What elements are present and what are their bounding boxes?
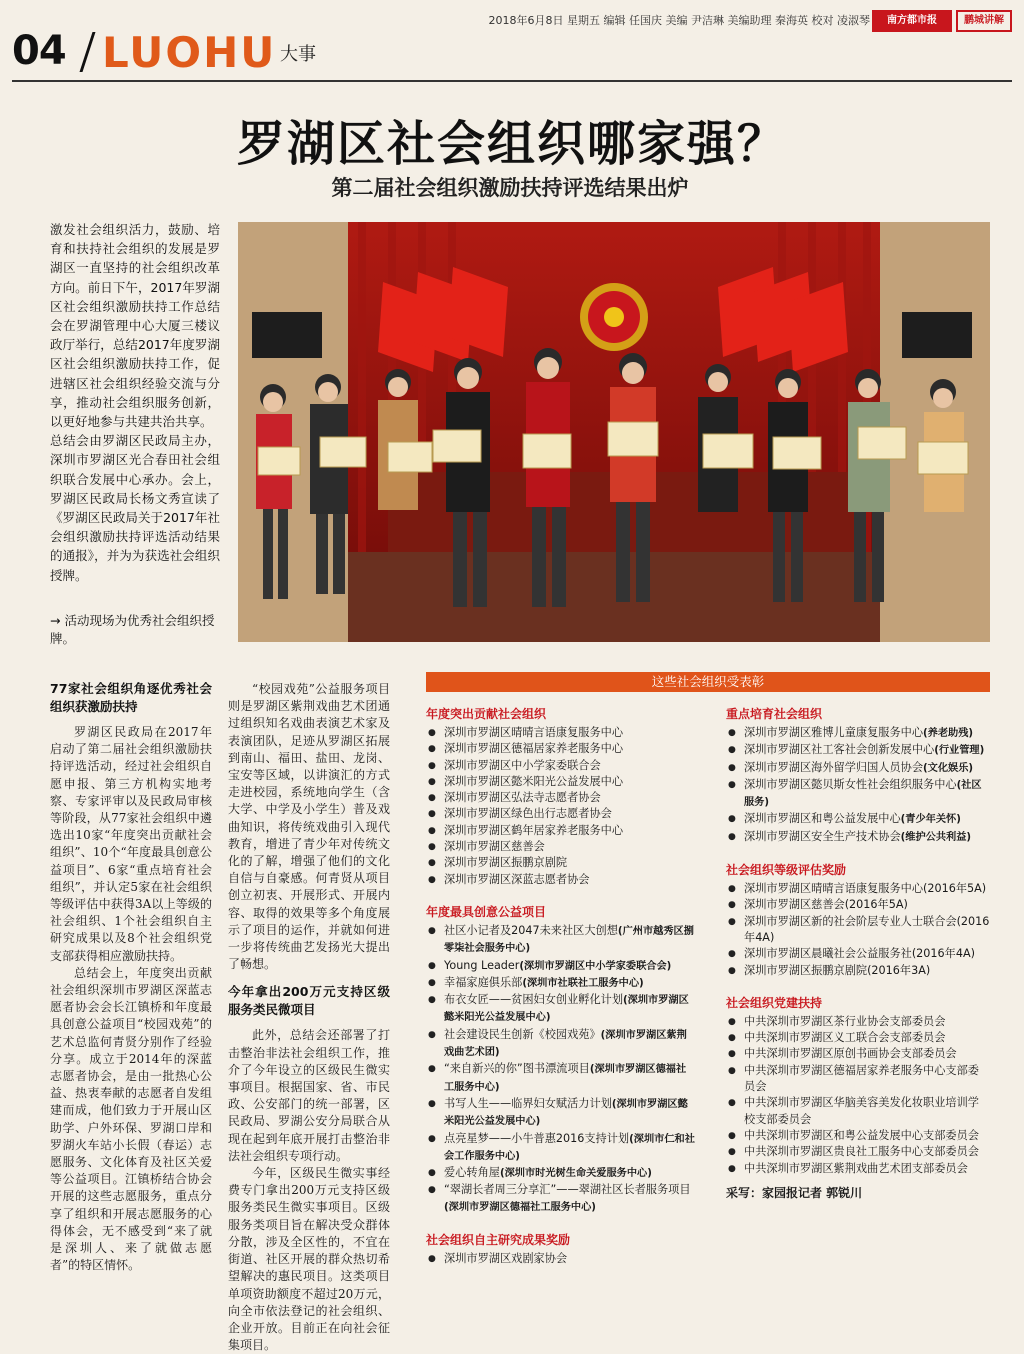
award-list-item [426,790,696,806]
award-organization-note: (青少年关怀) [900,814,961,826]
award-organization-name: 中共深圳市罗湖区德福居家养老服务中心支部委员会 [744,1063,979,1094]
award-list [726,725,990,846]
award-list-item [426,741,696,757]
award-list-item [726,1144,990,1160]
award-organization-name: 深圳市罗湖区深蓝志愿者协会 [444,872,590,886]
award-list-item [426,823,696,839]
group-spacer [426,888,696,904]
award-organization-name: 中共深圳市罗湖区茶行业协会支部委员会 [744,1014,946,1028]
event-photo [238,222,990,642]
award-organization-note: (深圳市罗湖区德福社工服务中心) [444,1201,596,1213]
award-organization-name: 深圳市罗湖区中小学家委联合会 [444,758,601,772]
body-paragraph: 此外，总结会还部署了打击整治非法社会组织工作，推介了今年设立的区级民生微实事项目。根据国家、省、市民政、公安部门的统一部署，区民政局、罗湖公安分局联合从现在起到年底开展打击整治非法社会组织专项行动。 [228,1028,390,1163]
award-organization-note: (深圳市时光树生命关爱服务中心) [499,1168,652,1180]
award-list-item [426,1131,696,1166]
award-organization-note: (深圳市仁和社会工作服务中心) [444,1133,695,1162]
award-organization-name: 深圳市罗湖区社工客社会创新发展中心 [744,743,935,757]
lead-paragraph: 总结会由罗湖区民政局主办，深圳市罗湖区光合春田社会组织联合发展中心承办。会上，罗湖区民政局长杨文秀宣读了《罗湖区民政局关于2017年社会组织激励扶持评选活动结果的通报》，并为为获选社会组织授牌。 [50,433,220,583]
award-category-title: 年度最具创意公益项目 [426,904,547,919]
award-organization-name: 深圳市罗湖区慈善会 [444,840,545,854]
award-list-item [726,1161,990,1177]
award-organization-name: 深圳市罗湖区晴晴言语康复服务中心 [444,726,624,739]
award-organization-name: 幸福家庭俱乐部 [444,975,523,989]
award-organization-note: (文化娱乐) [923,762,974,774]
group-spacer [426,1216,696,1232]
newspaper-logo: 南方都市报 [872,10,952,32]
masthead-info-line: 2018年6月8日 星期五 编辑 任国庆 美编 尹洁琳 美编助理 秦海英 校对 凌淑琴 [488,14,870,27]
award-organization-name: 中共深圳市罗湖区原创书画协会支部委员会 [744,1047,957,1061]
award-organization-name: 中共深圳市罗湖区华脑美容美发化妆职业培训学校支部委员会 [744,1096,979,1126]
award-organization-name: 社区小记者及2047未来社区大创想 [444,923,618,937]
award-organization-name: 中共深圳市罗湖区义工联合会支部委员会 [744,1031,946,1045]
award-list-item [426,1096,696,1131]
award-list-item [726,1030,990,1046]
award-list-item [726,946,990,962]
section-heading: 77家社会组织角逐优秀社会组织获激励扶持 [50,681,212,714]
award-organization-note: (深圳市罗湖区紫荆戏曲艺术团) [444,1029,687,1059]
award-list-item [726,963,990,979]
award-organization-name: 深圳市罗湖区海外留学归国人员协会 [744,760,924,774]
award-list-item [426,725,696,741]
award-organization-name: 深圳市罗湖区德福居家养老服务中心 [444,742,624,756]
award-list-item [726,1014,990,1030]
award-list-item [426,992,696,1027]
header-slash-divider [80,32,96,72]
award-list-item [426,806,696,822]
award-organization-name: 社会建设民生创新《校园戏苑》 [444,1027,601,1041]
award-organization-name: 深圳市罗湖区弘法寺志愿者协会 [444,791,601,805]
award-ceremony-photo [238,222,990,642]
section-header [12,28,1012,78]
award-organization-note: (深圳市罗湖区懿米阳光公益发展中心) [444,1098,688,1128]
award-organization-name: 深圳市罗湖区晴晴言语康复服务中心(2016年5A) [744,882,987,896]
lead-text [50,220,220,585]
award-list-item [426,758,696,774]
award-organization-name: 深圳市罗湖区雅博儿童康复服务中心 [744,726,924,739]
award-category-title: 社会组织党建扶持 [726,995,823,1010]
award-organization-name: 深圳市罗湖区戏剧家协会 [444,1252,568,1266]
award-organization-name: 点亮星梦——小牛普惠2016支持计划 [444,1131,630,1145]
award-list-item [426,1251,696,1267]
award-list-item [726,742,990,759]
award-organization-note: (深圳市罗湖区中小学家委联合会) [519,960,672,972]
award-list-item [726,1046,990,1062]
page-number: 04 [12,28,66,74]
award-list-item [726,897,990,913]
award-list-item [426,975,696,992]
award-list [426,1251,696,1267]
award-list-item [426,872,696,888]
award-organization-note: (行业管理) [934,745,985,757]
award-organization-name: 深圳市罗湖区慈善会(2016年5A) [744,898,908,912]
award-organization-name: 深圳市罗湖区新的社会阶层专业人士联合会(2016年4A) [744,914,990,944]
award-organization-name: 爱心转角屋 [444,1166,500,1180]
award-organization-name: 深圳市罗湖区振鹏京剧院(2016年3A) [744,963,931,977]
lead-paragraph: 激发社会组织活力，鼓励、培育和扶持社会组织的发展是罗湖区一直坚持的社会组织改革方向。前日下午，2017年罗湖区社会组织激励扶持工作总结会在罗湖管理中心大厦三楼议政厅举行，总结2017年度罗湖区社会组织激励扶持工作，促进辖区社会组织经验交流与分享，推动社会组织服务创新，以更好地参与共建共治共享。 [50,222,220,430]
group-spacer [726,846,990,862]
award-organization-name: Young Leader [444,958,520,972]
photo-caption: → 活动现场为优秀社会组织授牌。 [50,613,215,646]
award-organization-note: (广州市越秀区捌零柒社会服务中心) [444,925,694,955]
group-spacer [726,979,990,995]
award-organization-name: “翠湖长者周三分享汇”——翠湖社区长者服务项目 [444,1183,691,1197]
award-organization-name: 深圳市罗湖区鹤年居家养老服务中心 [444,823,624,837]
city-logo: 鹏城讲解 [956,10,1012,32]
awards-column-right [726,706,990,1201]
award-organization-name: 深圳市罗湖区振鹏京剧院 [444,856,568,870]
body-paragraph: 总结会上，年度突出贡献社会组织深圳市罗湖区深蓝志愿者协会会长江镇桥和年度最具创意公益项目“校园戏苑”的艺术总监何青贤分别作了经验分享。成立于2014年的深蓝志愿者协会，是由一批热心公益、热衷奉献的志愿者自发组建而成，他们致力于开展山区助学、户外环保、罗湖口岸和罗湖火车站小长假（春运）志愿服务、文化体育及社区关爱等公益项目。江镇桥结合协会开展的这些志愿服务，重点分享了组织和开展志愿服务的心得体会，无不感受到“来了就是深圳人、来了就做志愿者”的特区情怀。 [50,965,212,1273]
article-column-1 [50,680,212,1275]
award-list-item [726,725,990,742]
award-organization-name: 中共深圳市罗湖区紫荆戏曲艺术团支部委员会 [744,1161,968,1175]
article-headline: 罗湖区社会组织哪家强？ [236,116,787,172]
award-list-item [426,1061,696,1096]
award-list [426,725,696,888]
award-list-item [426,1027,696,1062]
section-heading: 今年拿出200万元支持区级服务类民微项目 [228,984,390,1018]
award-list [726,1014,990,1177]
award-list-item [426,1165,696,1182]
award-list-item [726,829,990,846]
award-list-item [426,923,696,958]
award-organization-note: (深圳市罗湖区德福社工服务中心) [444,1064,687,1093]
award-list-item [426,839,696,855]
award-organization-note: (深圳市罗湖区懿米阳光公益发展中心) [444,995,689,1024]
award-organization-name: 深圳市罗湖区绿色出行志愿者协会 [444,807,612,821]
award-organization-name: 深圳市罗湖区懿米阳光公益发展中心 [444,774,624,788]
section-subtitle: 大事 [280,44,316,65]
award-organization-note: (维护公共利益) [900,831,972,843]
award-organization-name: 深圳市罗湖区晨曦社会公益服务社(2016年4A) [744,947,975,961]
award-list [426,923,696,1216]
award-organization-name: “来自新兴的你”图书漂流项目 [444,1062,590,1076]
award-list-item [726,811,990,828]
award-list-item [726,881,990,897]
header-divider [12,80,1012,82]
article-column-2 [228,681,390,1354]
awards-column-left [426,706,696,1267]
award-organization-name: 中共深圳市罗湖区和粤公益发展中心支部委员会 [744,1128,979,1142]
award-list-item [726,1063,990,1096]
body-paragraph: “校园戏苑”公益服务项目则是罗湖区紫荆戏曲艺术团通过组织知名戏曲表演艺术家及表演团队，足迹从罗湖区拓展到南山、福田、盐田、龙岗、宝安等区域，以讲演汇的方式走进校园，系统地向学生（含大学、中学及小学生）普及戏曲知识，将传统戏曲引入现代教育，增进了青少年对传统文化的了解，增强了他们的文化自信与自豪感。何青贤从项目创立初衷、开展形式、开展内容、取得的效果等多个角度展示了项目的运作，并就如何进一步将传统曲艺发扬光大提出了畅想。 [228,682,390,972]
award-organization-name: 书写人生——临界妇女赋活力计划 [444,1096,612,1110]
awards-banner: 这些社会组织受表彰 [426,672,990,692]
body-paragraph: 今年，区级民生微实事经费专门拿出200万元支持区级服务类民生微实事项目。区级服务类项目旨在解决受众群体分散，涉及全区性的，不宜在街道、社区开展的群众热切希望解决的惠民项目。这类项目单项资助额度不超过20万元，向全市依法登记的社会组织、企业开放。目前正在向社会征集项目。 [228,1166,390,1353]
award-category-title: 社会组织自主研究成果奖励 [426,1233,571,1248]
article-byline: 采写：家园报记者 郭锐川 [726,1185,863,1200]
award-list-item [726,777,990,812]
award-list-item [426,774,696,790]
award-list-item [726,760,990,777]
award-list [726,881,990,979]
award-organization-name: 深圳市罗湖区和粤公益发展中心 [744,812,901,826]
award-category-title: 重点培育社会组织 [726,707,823,721]
award-list-item [726,1095,990,1128]
award-category-title: 年度突出贡献社会组织 [426,707,547,721]
award-category-title: 社会组织等级评估奖励 [726,863,847,878]
award-list-item [726,1128,990,1144]
article-subheadline: 第二届社会组织激励扶持评选结果出炉 [331,176,689,200]
award-organization-name: 深圳市罗湖区懿贝斯女性社会组织服务中心 [744,777,957,791]
section-name: LUOHU [102,28,277,77]
body-paragraph: 罗湖区民政局在2017年启动了第二届社会组织激励扶持评选活动，经过社会组织自愿申报、第三方机构实地考察、专家评审以及民政局审核等阶段，从77家社会组织中遴选出10家“年度突出贡献社会组织”、10个“年度最具创意公益项目”、6家“重点培育社会组织”，并认定5家在社会组织等级评估中获得3A以上等级的社会组织、1个社会组织自主研究成果以及8个社会组织党支部获得相应激励扶持。 [50,725,212,963]
award-list-item [426,855,696,871]
award-organization-note: (深圳市社联社工服务中心) [522,977,644,989]
award-organization-note: (养老助残) [923,728,974,739]
award-organization-name: 中共深圳市罗湖区贵良社工服务中心支部委员会 [744,1145,979,1159]
award-organization-name: 布衣女匠——贫困妇女创业孵化计划 [444,993,624,1007]
award-organization-name: 深圳市罗湖区安全生产技术协会 [744,829,901,843]
award-list-item [726,914,990,947]
award-list-item [426,958,696,975]
award-list-item [426,1182,696,1216]
award-organization-note: (社区服务) [744,779,982,809]
